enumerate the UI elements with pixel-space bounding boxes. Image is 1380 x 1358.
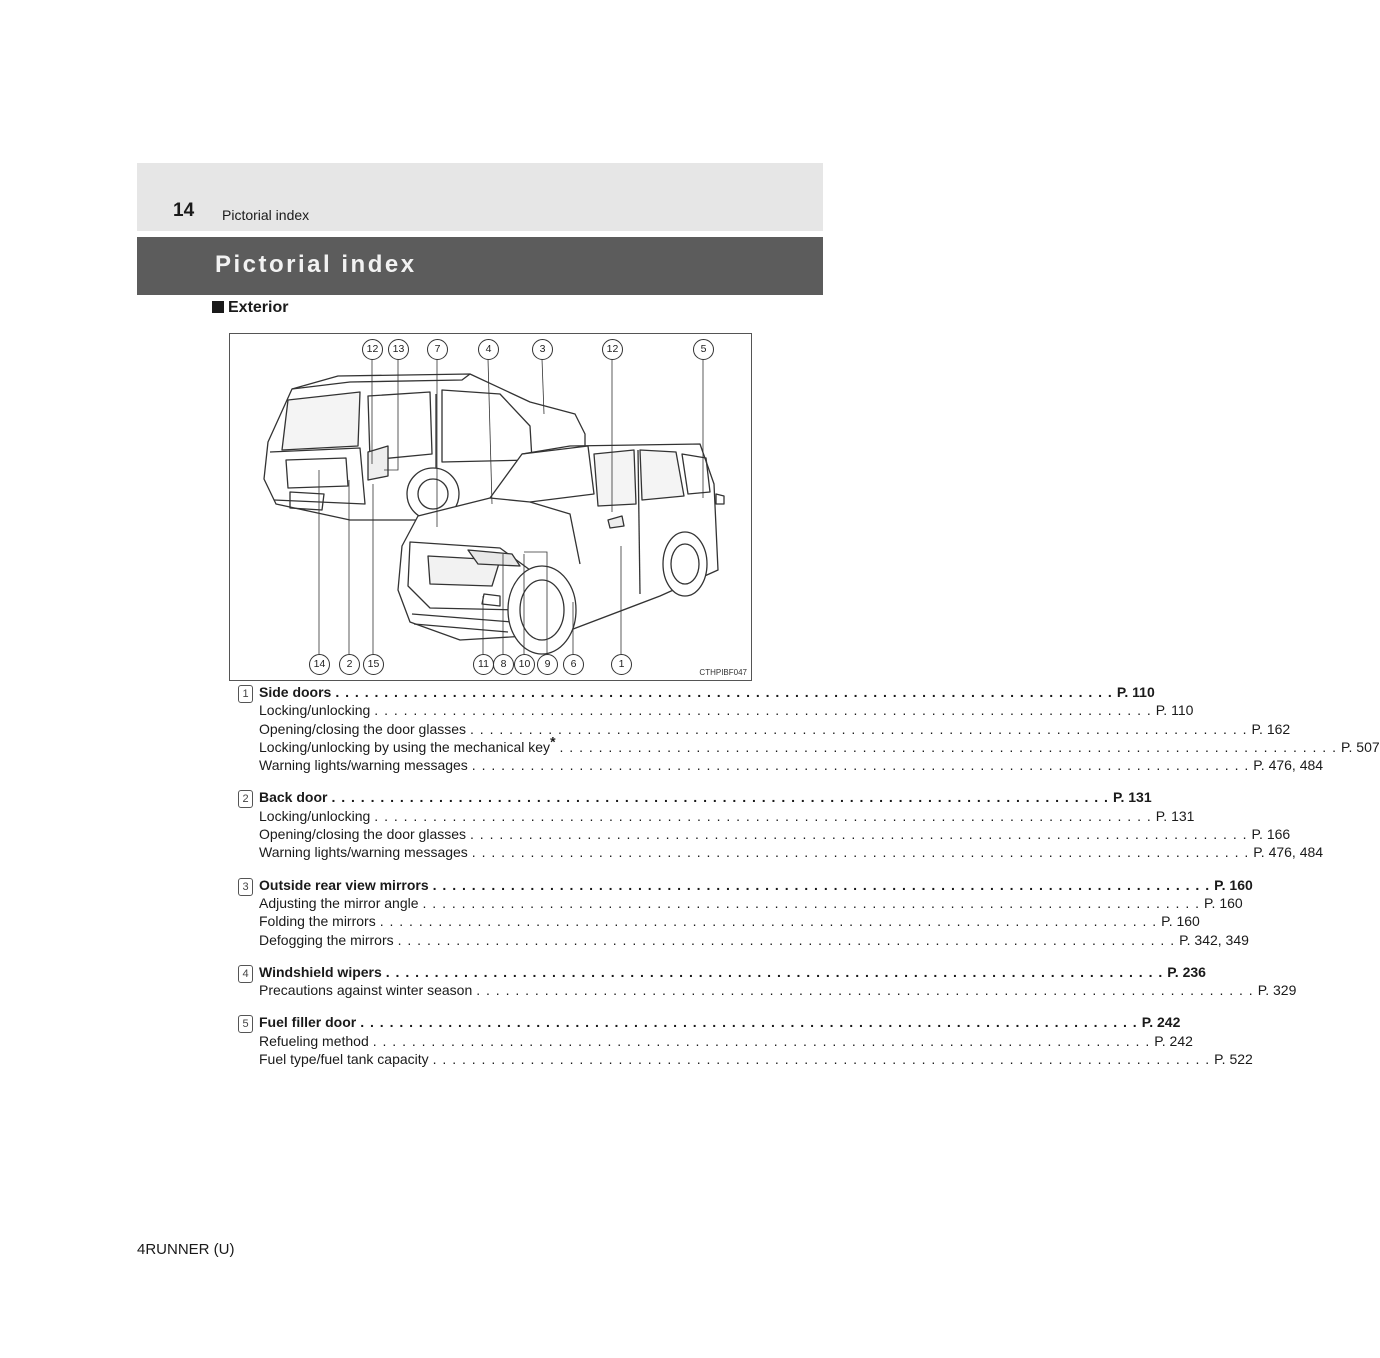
running-head: Pictorial index — [222, 207, 310, 223]
entry-title-row[interactable] — [259, 963, 1206, 982]
subitem-label: Opening/closing the door glasses — [259, 720, 467, 737]
entry-title-row[interactable] — [259, 789, 1152, 807]
asterisk-marker: * — [550, 733, 556, 750]
leader-dots: . . . . . . . . . . . . . . . . . . . . . . . . . . . . . . . . . . . . . . . . . . . . . . . . . . . . . . . . . . . . . . . . . . . . . . . . . . . . . . . . — [379, 913, 1158, 930]
subitem-label: Warning lights/warning messages — [259, 844, 468, 861]
subitem-label: Locking/unlocking — [259, 702, 371, 719]
subitem-page: P. 242 — [1154, 1032, 1193, 1049]
leader-dots: . . . . . . . . . . . . . . . . . . . . . . . . . . . . . . . . . . . . . . . . . . . . . . . . . . . . . . . . . . . . . . . . . . . . . . . . . . . . . . . . — [422, 894, 1200, 911]
leader-dots: . . . . . . . . . . . . . . . . . . . . . . . . . . . . . . . . . . . . . . . . . . . . . . . . . . . . . . . . . . . . . . . . . . . . . . . . . . . . . . . . — [476, 982, 1254, 999]
subitem-row[interactable] — [259, 733, 1380, 757]
subitem-page: P. 507 — [1340, 738, 1380, 755]
subitem-page: P. 329 — [1257, 982, 1297, 999]
callout-7: 7 — [427, 339, 448, 360]
subitem-row[interactable] — [259, 931, 1249, 950]
entry-page: P. 110 — [1116, 684, 1155, 700]
model-footer: 4RUNNER (U) — [137, 1241, 235, 1258]
subitem-page: P. 522 — [1214, 1051, 1253, 1068]
page-number: 14 — [173, 200, 195, 221]
callout-3: 3 — [532, 339, 553, 360]
subitem-page: P. 162 — [1251, 720, 1291, 737]
page-title: Pictorial index — [215, 251, 417, 278]
entry-number: 1 — [238, 685, 253, 703]
leader-dots: . . . . . . . . . . . . . . . . . . . . . . . . . . . . . . . . . . . . . . . . . . . . . . . . . . . . . . . . . . . . . . . . . . . . . . . . . . . . . . . . — [360, 1014, 1138, 1031]
subitem-row[interactable] — [259, 1051, 1253, 1069]
index-entry-back-door — [238, 789, 1324, 862]
callout-14: 14 — [309, 654, 330, 675]
subitem-row[interactable] — [259, 826, 1291, 844]
subitem-row[interactable] — [259, 807, 1195, 826]
subitem-row[interactable] — [259, 757, 1324, 775]
exterior-figure — [229, 333, 752, 681]
callout-4: 4 — [478, 339, 499, 360]
subitem-page: P. 131 — [1155, 807, 1195, 824]
entry-title-row[interactable] — [259, 1014, 1181, 1032]
index-entry-fuel-filler-door — [238, 1014, 1253, 1069]
callout-8: 8 — [493, 654, 514, 675]
callout-11: 11 — [473, 654, 494, 675]
subitem-page: P. 110 — [1155, 702, 1194, 719]
subitem-label: Locking/unlocking — [259, 807, 371, 824]
figure-code: CTHPIBF047 — [699, 668, 747, 677]
leader-dots: . . . . . . . . . . . . . . . . . . . . . . . . . . . . . . . . . . . . . . . . . . . . . . . . . . . . . . . . . . . . . . . . . . . . . . . . . . . . . . . . — [471, 844, 1250, 861]
subitem-label: Warning lights/warning messages — [259, 757, 468, 774]
entry-title: Outside rear view mirrors — [259, 876, 429, 893]
leader-dots: . . . . . . . . . . . . . . . . . . . . . . . . . . . . . . . . . . . . . . . . . . . . . . . . . . . . . . . . . . . . . . . . . . . . . . . . . . . . . . . . — [331, 789, 1109, 806]
subitem-label — [259, 733, 556, 755]
callout-12: 12 — [362, 339, 383, 360]
leader-dots: . . . . . . . . . . . . . . . . . . . . . . . . . . . . . . . . . . . . . . . . . . . . . . . . . . . . . . . . . . . . . . . . . . . . . . . . . . . . . . . . — [385, 963, 1164, 980]
index-entry-windshield-wipers — [238, 963, 1297, 1001]
subitem-label: Defogging the mirrors — [259, 931, 394, 948]
leader-dots: . . . . . . . . . . . . . . . . . . . . . . . . . . . . . . . . . . . . . . . . . . . . . . . . . . . . . . . . . . . . . . . . . . . . . . . . . . . . . . . . — [374, 702, 1152, 719]
subitem-row[interactable] — [259, 702, 1194, 720]
subitem-label-text: Locking/unlocking by using the mechanical key — [259, 738, 551, 755]
entry-page: P. 242 — [1141, 1014, 1181, 1031]
entry-page: P. 131 — [1112, 789, 1152, 806]
subitem-page: P. 476, 484 — [1253, 757, 1324, 774]
entry-title: Back door — [259, 789, 328, 806]
leader-dots: . . . . . . . . . . . . . . . . . . . . . . . . . . . . . . . . . . . . . . . . . . . . . . . . . . . . . . . . . . . . . . . . . . . . . . . . . . . . . . . . — [470, 826, 1248, 843]
leader-dots: . . . . . . . . . . . . . . . . . . . . . . . . . . . . . . . . . . . . . . . . . . . . . . . . . . . . . . . . . . . . . . . . . . . . . . . . . . . . . . . . — [432, 1051, 1211, 1068]
subitem-row[interactable] — [259, 844, 1324, 862]
callout-10: 10 — [514, 654, 535, 675]
subitem-label: Folding the mirrors — [259, 913, 376, 930]
entry-title: Fuel filler door — [259, 1014, 357, 1031]
subitem-row[interactable] — [259, 913, 1200, 931]
callout-6: 6 — [563, 654, 584, 675]
subitem-page: P. 160 — [1161, 913, 1200, 930]
subitem-page: P. 342, 349 — [1179, 931, 1249, 948]
index-entry-side-doors — [238, 684, 1380, 775]
entry-number: 2 — [238, 790, 253, 808]
leader-dots: . . . . . . . . . . . . . . . . . . . . . . . . . . . . . . . . . . . . . . . . . . . . . . . . . . . . . . . . . . . . . . . . . . . . . . . . . . . . . . . . — [471, 757, 1250, 774]
leader-dots: . . . . . . . . . . . . . . . . . . . . . . . . . . . . . . . . . . . . . . . . . . . . . . . . . . . . . . . . . . . . . . . . . . . . . . . . . . . . . . . . — [559, 738, 1337, 755]
square-bullet-icon — [212, 301, 224, 313]
subitem-label: Opening/closing the door glasses — [259, 826, 467, 843]
entry-number: 4 — [238, 965, 253, 983]
index-entry-outside-mirrors — [238, 876, 1253, 950]
title-band — [137, 237, 823, 295]
callout-1: 1 — [611, 654, 632, 675]
leader-dots: . . . . . . . . . . . . . . . . . . . . . . . . . . . . . . . . . . . . . . . . . . . . . . . . . . . . . . . . . . . . . . . . . . . . . . . . . . . . . . . . — [470, 720, 1248, 737]
subitem-label: Refueling method — [259, 1032, 369, 1049]
subitem-page: P. 160 — [1204, 894, 1243, 911]
section-heading-text: Exterior — [228, 299, 289, 316]
subitem-page: P. 476, 484 — [1253, 844, 1324, 861]
entry-title-row[interactable] — [259, 684, 1155, 702]
subitem-row[interactable] — [259, 982, 1297, 1000]
vehicle-illustration — [230, 334, 751, 680]
subitem-row[interactable] — [259, 1032, 1193, 1051]
callout-2: 2 — [339, 654, 360, 675]
entry-title: Side doors — [259, 684, 332, 700]
subitem-row[interactable] — [259, 894, 1243, 913]
leader-dots: . . . . . . . . . . . . . . . . . . . . . . . . . . . . . . . . . . . . . . . . . . . . . . . . . . . . . . . . . . . . . . . . . . . . . . . . . . . . . . . . — [432, 876, 1211, 893]
callout-9: 9 — [537, 654, 558, 675]
entry-number: 5 — [238, 1015, 253, 1033]
callout-5: 5 — [693, 339, 714, 360]
entry-title-row[interactable] — [259, 876, 1253, 895]
subitem-label: Fuel type/fuel tank capacity — [259, 1051, 429, 1068]
callout-13: 13 — [388, 339, 409, 360]
section-heading — [212, 299, 288, 317]
index-list — [238, 684, 1380, 1083]
callout-15: 15 — [363, 654, 384, 675]
leader-dots: . . . . . . . . . . . . . . . . . . . . . . . . . . . . . . . . . . . . . . . . . . . . . . . . . . . . . . . . . . . . . . . . . . . . . . . . . . . . . . . . — [397, 931, 1176, 948]
leader-dots: . . . . . . . . . . . . . . . . . . . . . . . . . . . . . . . . . . . . . . . . . . . . . . . . . . . . . . . . . . . . . . . . . . . . . . . . . . . . . . . . — [372, 1032, 1151, 1049]
entry-page: P. 236 — [1167, 963, 1206, 980]
entry-number: 3 — [238, 878, 253, 896]
callout-12-b: 12 — [602, 339, 623, 360]
subitem-label: Precautions against winter season — [259, 982, 473, 999]
subitem-label: Adjusting the mirror angle — [259, 894, 419, 911]
subitem-row[interactable] — [259, 720, 1291, 739]
subitem-page: P. 166 — [1251, 826, 1291, 843]
leader-dots: . . . . . . . . . . . . . . . . . . . . . . . . . . . . . . . . . . . . . . . . . . . . . . . . . . . . . . . . . . . . . . . . . . . . . . . . . . . . . . . . — [335, 684, 1113, 700]
entry-title: Windshield wipers — [259, 963, 382, 980]
entry-page: P. 160 — [1214, 876, 1253, 893]
leader-dots: . . . . . . . . . . . . . . . . . . . . . . . . . . . . . . . . . . . . . . . . . . . . . . . . . . . . . . . . . . . . . . . . . . . . . . . . . . . . . . . . — [374, 807, 1152, 824]
